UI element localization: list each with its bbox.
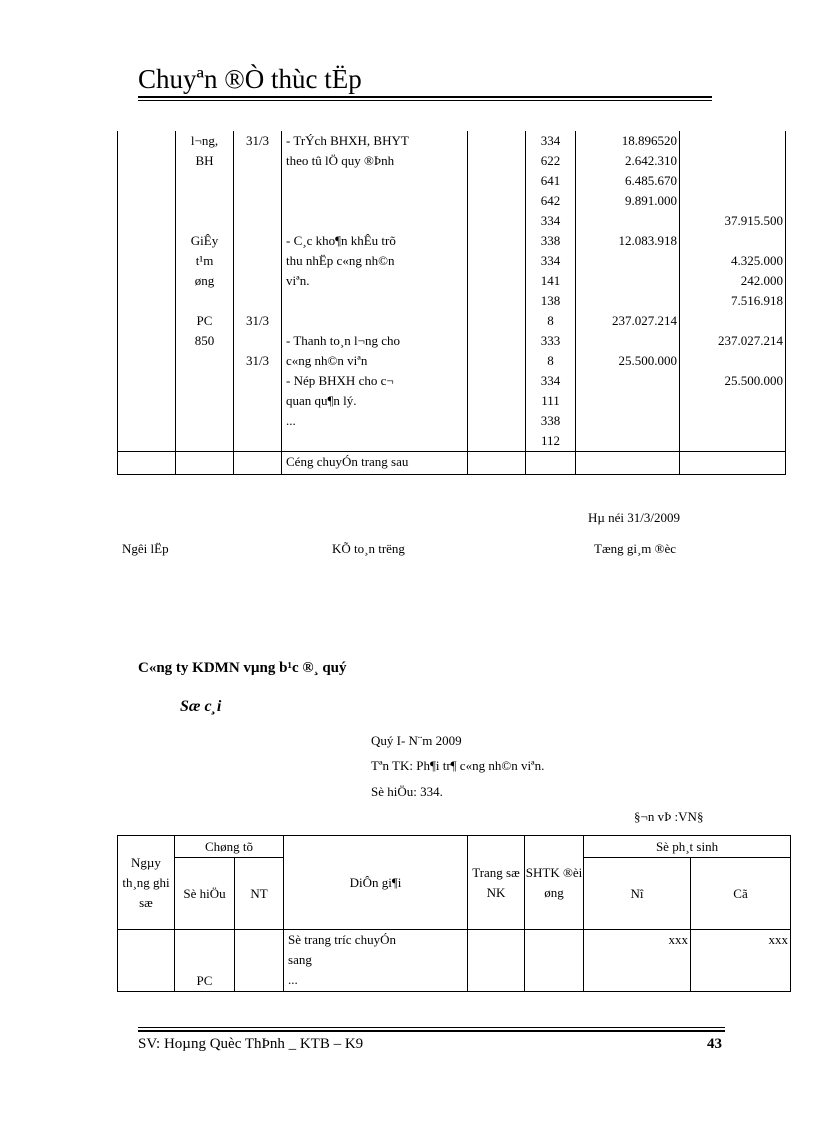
contra-account-column: 334 622 641 642 334 338 334 141 138 8 333 8 334 111 338 112: [526, 131, 576, 452]
header-amount: Sè ph¸t sinh: [584, 836, 791, 858]
row-voucher-number: PC: [175, 930, 235, 992]
header-contra-account: SHTK ®èi øng: [525, 836, 584, 930]
page-number: 43: [707, 1036, 722, 1052]
row-debit: xxx: [584, 930, 691, 992]
journal-page-column: [468, 131, 526, 452]
voucher-date-column: 31/3 31/3 31/3: [234, 131, 282, 452]
header-date: Ngµy th¸ng ghi sæ: [118, 836, 175, 930]
header-rule-thin: [138, 100, 712, 101]
header-description: DiÔn gi¶i: [284, 836, 468, 930]
carry-forward-label: Céng chuyÓn trang sau: [282, 452, 468, 475]
header-voucher-number: Sè hiÖu: [175, 858, 235, 930]
header-debit: Nî: [584, 858, 691, 930]
carry-forward-row: [118, 452, 786, 475]
period: Quý I- N¨m 2009: [371, 733, 462, 748]
date-column: [118, 131, 176, 452]
account-name: Tªn TK: Ph¶i tr¶ c«ng nh©n viªn.: [371, 758, 545, 773]
voucher-number-column: l¬ng, BH GiÊy t¹m øng PC 850: [176, 131, 234, 452]
ledger-entry-row: [118, 131, 786, 452]
footer-rule-thin: [138, 1027, 725, 1028]
company-name: C«ng ty KDMN vµng b¹c ®¸ quý: [138, 660, 347, 676]
footer-rule-thick: [138, 1030, 725, 1032]
footer-student: SV: Hoµng Quèc ThÞnh _ KTB – K9: [138, 1036, 364, 1052]
dateline: Hµ néi 31/3/2009: [588, 510, 680, 525]
header-voucher: Chøng tõ: [175, 836, 284, 858]
description-column: - TrÝch BHXH, BHYT theo tû lÖ quy ®Þnh - C¸c kho¶n khÊu trõ thu nhËp c«ng nh©n viªn. - Thanh to¸n l¬ng cho c«ng nh©n viªn - Nép BHXH cho c¬ quan qu¶n lý. ...: [282, 131, 468, 452]
header-rule-thick: [138, 96, 712, 98]
currency-unit: §¬n vÞ :VN§: [634, 809, 704, 824]
ledger-row: [118, 930, 791, 992]
header-voucher-date: NT: [235, 858, 284, 930]
signature-preparer: Ngêi lËp: [122, 541, 169, 556]
signature-chief-accountant: KÕ to¸n trëng: [332, 541, 405, 556]
debit-column: 18.896520 2.642.310 6.485.670 9.891.000 12.083.918 237.027.214 25.500.000: [576, 131, 680, 452]
credit-column: 37.915.500 4.325.000 242.000 7.516.918 237.027.214 25.500.000: [680, 131, 786, 452]
row-credit: xxx: [691, 930, 791, 992]
row-description: Sè trang tríc chuyÓn sang ...: [284, 930, 468, 992]
signature-director: Tæng gi¸m ®èc: [594, 541, 677, 556]
general-ledger-table: [117, 835, 791, 992]
page-header-title: Chuyªn ®Ò thùc tËp: [138, 64, 362, 94]
book-title: Sæ c¸i: [180, 698, 222, 715]
header-journal-page: Trang sæ NK: [468, 836, 525, 930]
ledger-table-top: [117, 131, 786, 475]
account-number: Sè hiÖu: 334.: [371, 784, 443, 799]
header-credit: Cã: [691, 858, 791, 930]
